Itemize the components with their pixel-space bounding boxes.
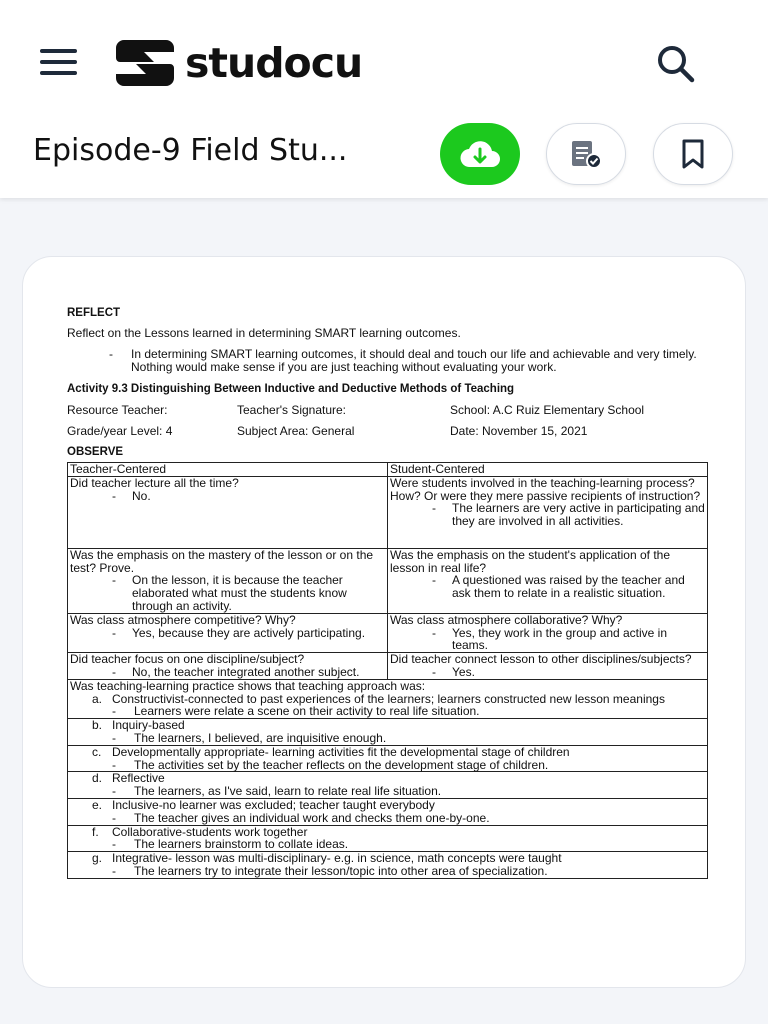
- approach-g-text: Integrative- lesson was multi-disciplinary- e.g. in science, math concepts were taught: [112, 851, 562, 866]
- reflect-intro: Reflect on the Lessons learned in determining SMART learning outcomes.: [67, 326, 461, 340]
- observe-heading: OBSERVE: [67, 446, 124, 458]
- row4-a2: Yes.: [452, 664, 475, 679]
- approach-row: f. Collaborative-students work together - The learners brainstorm to collate ideas.: [68, 825, 708, 852]
- reflect-bullet: - In determining SMART learning outcomes, it should deal and touch our life and achievable and very timely. Nothing would make sense if you are just teaching without evaluating your work.: [109, 347, 697, 374]
- row3-q2: Was class atmosphere collaborative? Why?: [390, 612, 623, 627]
- info-row-1: [67, 404, 707, 417]
- approach-row: g. Integrative- lesson was multi-disciplinary- e.g. in science, math concepts were taught - The learners try to integrate their lesson/topic into other area of specialization.: [68, 852, 708, 879]
- col-student-centered: Student-Centered: [388, 463, 708, 477]
- resource-teacher: Resource Teacher:: [67, 403, 168, 417]
- approach-b-text: Inquiry-based: [112, 718, 185, 733]
- row2-a1: On the lesson, it is because the teacher elaborated what must the students know through an activity.: [132, 573, 347, 613]
- approach-b-mark: b.: [92, 718, 103, 733]
- top-bar: [0, 0, 768, 198]
- approach-e-answer: The teacher gives an individual work and checks them one-by-one.: [134, 810, 490, 825]
- approach-b-answer: The learners, I believed, are inquisitive enough.: [134, 730, 387, 745]
- approach-e-mark: e.: [92, 797, 103, 812]
- studocu-logo[interactable]: [114, 36, 362, 90]
- approach-d-answer: The learners, as I've said, learn to relate real life situation.: [134, 784, 442, 799]
- document-info-button[interactable]: [546, 123, 626, 185]
- approach-a-mark: a.: [92, 691, 103, 706]
- observation-table: [67, 462, 708, 879]
- row2-q1: Was the emphasis on the mastery of the lesson or on the test? Prove.: [70, 547, 374, 575]
- approach-row: c. Developmentally appropriate- learning activities fit the developmental stage of children - The activities set by the teacher reflects on the development stage of children.: [68, 745, 708, 772]
- download-button[interactable]: [440, 123, 520, 185]
- document-title: Episode-9 Field Stu...: [33, 133, 348, 168]
- row2-q2: Was the emphasis on the student's application of the lesson in real life?: [390, 547, 671, 575]
- approach-f-text: Collaborative-students work together: [112, 824, 308, 839]
- col-teacher-centered: Teacher-Centered: [68, 463, 388, 477]
- approach-intro-row: Was teaching-learning practice shows that teaching approach was: a. Constructivist-connected to past experiences of the learners; learners constructed new lesson meanings - Learners were relate a scene on their activity to real life situation.: [68, 679, 708, 718]
- approach-a-answer: Learners were relate a scene on their activity to real life situation.: [134, 704, 480, 719]
- approach-g-mark: g.: [92, 851, 103, 866]
- reflect-heading: REFLECT: [67, 307, 121, 319]
- approach-row: e. Inclusive-no learner was excluded; teacher taught everybody - The teacher gives an individual work and checks them one-by-one.: [68, 798, 708, 825]
- activity-title: Activity 9.3 Distinguishing Between Inductive and Deductive Methods of Teaching: [67, 383, 515, 395]
- approach-e-text: Inclusive-no learner was excluded; teacher taught everybody: [112, 797, 435, 812]
- row1-q2: Were students involved in the teaching-learning process? How? Or were they mere passive recipients of instruction?: [390, 475, 701, 503]
- cloud-download-icon: [458, 137, 502, 171]
- table-row: Was the emphasis on the mastery of the lesson or on the test? Prove. - On the lesson, it is because the teacher elaborated what must the students know through an activity. Was the emphasis on the student's application of the lesson in real life? - A questioned was raised by the teacher and ask them to relate in a realistic situation.: [68, 548, 708, 613]
- approach-f-mark: f.: [92, 824, 99, 839]
- subject-area: Subject Area: General: [237, 424, 355, 438]
- approach-a-text: Constructivist-connected to past experiences of the learners; learners constructed new lesson meanings: [112, 691, 665, 706]
- approach-c-answer: The activities set by the teacher reflects on the development stage of children.: [134, 757, 549, 772]
- approach-d-mark: d.: [92, 771, 103, 786]
- studocu-logo-mark-icon: [114, 38, 176, 88]
- approach-c-mark: c.: [92, 744, 102, 759]
- row1-a1: No.: [132, 488, 151, 503]
- approach-d-text: Reflective: [112, 771, 165, 786]
- table-header-row: [68, 463, 708, 477]
- row3-q1: Was class atmosphere competitive? Why?: [70, 612, 296, 627]
- date: Date: November 15, 2021: [450, 424, 588, 438]
- approach-row: b. Inquiry-based - The learners, I believed, are inquisitive enough.: [68, 719, 708, 746]
- info-row-2: [67, 425, 707, 438]
- row4-q2: Did teacher connect lesson to other disciplines/subjects?: [390, 652, 692, 667]
- save-bookmark-button[interactable]: [653, 123, 733, 185]
- table-row: Was class atmosphere competitive? Why? - Yes, because they are actively participating. Was class atmosphere collaborative? Why? - Yes, they work in the group and active in teams.: [68, 613, 708, 652]
- approach-c-text: Developmentally appropriate- learning activities fit the developmental stage of children: [112, 744, 570, 759]
- row3-a1: Yes, because they are actively participating.: [132, 625, 366, 640]
- search-icon[interactable]: [652, 40, 698, 86]
- hamburger-menu-icon[interactable]: [40, 49, 78, 75]
- table-row: Did teacher focus on one discipline/subject? - No, the teacher integrated another subject. Did teacher connect lesson to other disciplines/subjects? - Yes.: [68, 653, 708, 680]
- document-page: [67, 307, 707, 879]
- approach-row: d. Reflective - The learners, as I've said, learn to relate real life situation.: [68, 772, 708, 799]
- grade-level: Grade/year Level: 4: [67, 424, 173, 438]
- row2-a2: A questioned was raised by the teacher and ask them to relate in a realistic situation.: [452, 573, 685, 601]
- table-row: Did teacher lecture all the time? - No. Were students involved in the teaching-learning process? How? Or were they mere passive recipients of instruction? - The learners are very active in participating and they are involved in all activities.: [68, 476, 708, 548]
- school: School: A.C Ruiz Elementary School: [450, 403, 645, 417]
- teacher-signature: Teacher's Signature:: [237, 403, 347, 417]
- row4-q1: Did teacher focus on one discipline/subject?: [70, 652, 305, 667]
- brand-name: studocu: [185, 39, 363, 87]
- row3-a2: Yes, they work in the group and active in teams.: [452, 625, 668, 653]
- row4-a1: No, the teacher integrated another subject.: [132, 664, 360, 679]
- approach-f-answer: The learners brainstorm to collate ideas.: [134, 837, 349, 852]
- document-page-card: [22, 256, 746, 988]
- approach-g-answer: The learners try to integrate their lesson/topic into other area of specialization.: [134, 863, 548, 878]
- reflect-bullet-text: In determining SMART learning outcomes, it should deal and touch our life and achievable and very timely. Nothing would make sense if you are just teaching without evaluating your work.: [131, 347, 697, 374]
- approach-intro: Was teaching-learning practice shows that teaching approach was:: [70, 678, 426, 693]
- document-check-icon: [566, 138, 606, 170]
- row1-a2: The learners are very active in participating and they are involved in all activities.: [452, 501, 705, 529]
- row1-q1: Did teacher lecture all the time?: [70, 475, 239, 490]
- bookmark-icon: [678, 138, 708, 170]
